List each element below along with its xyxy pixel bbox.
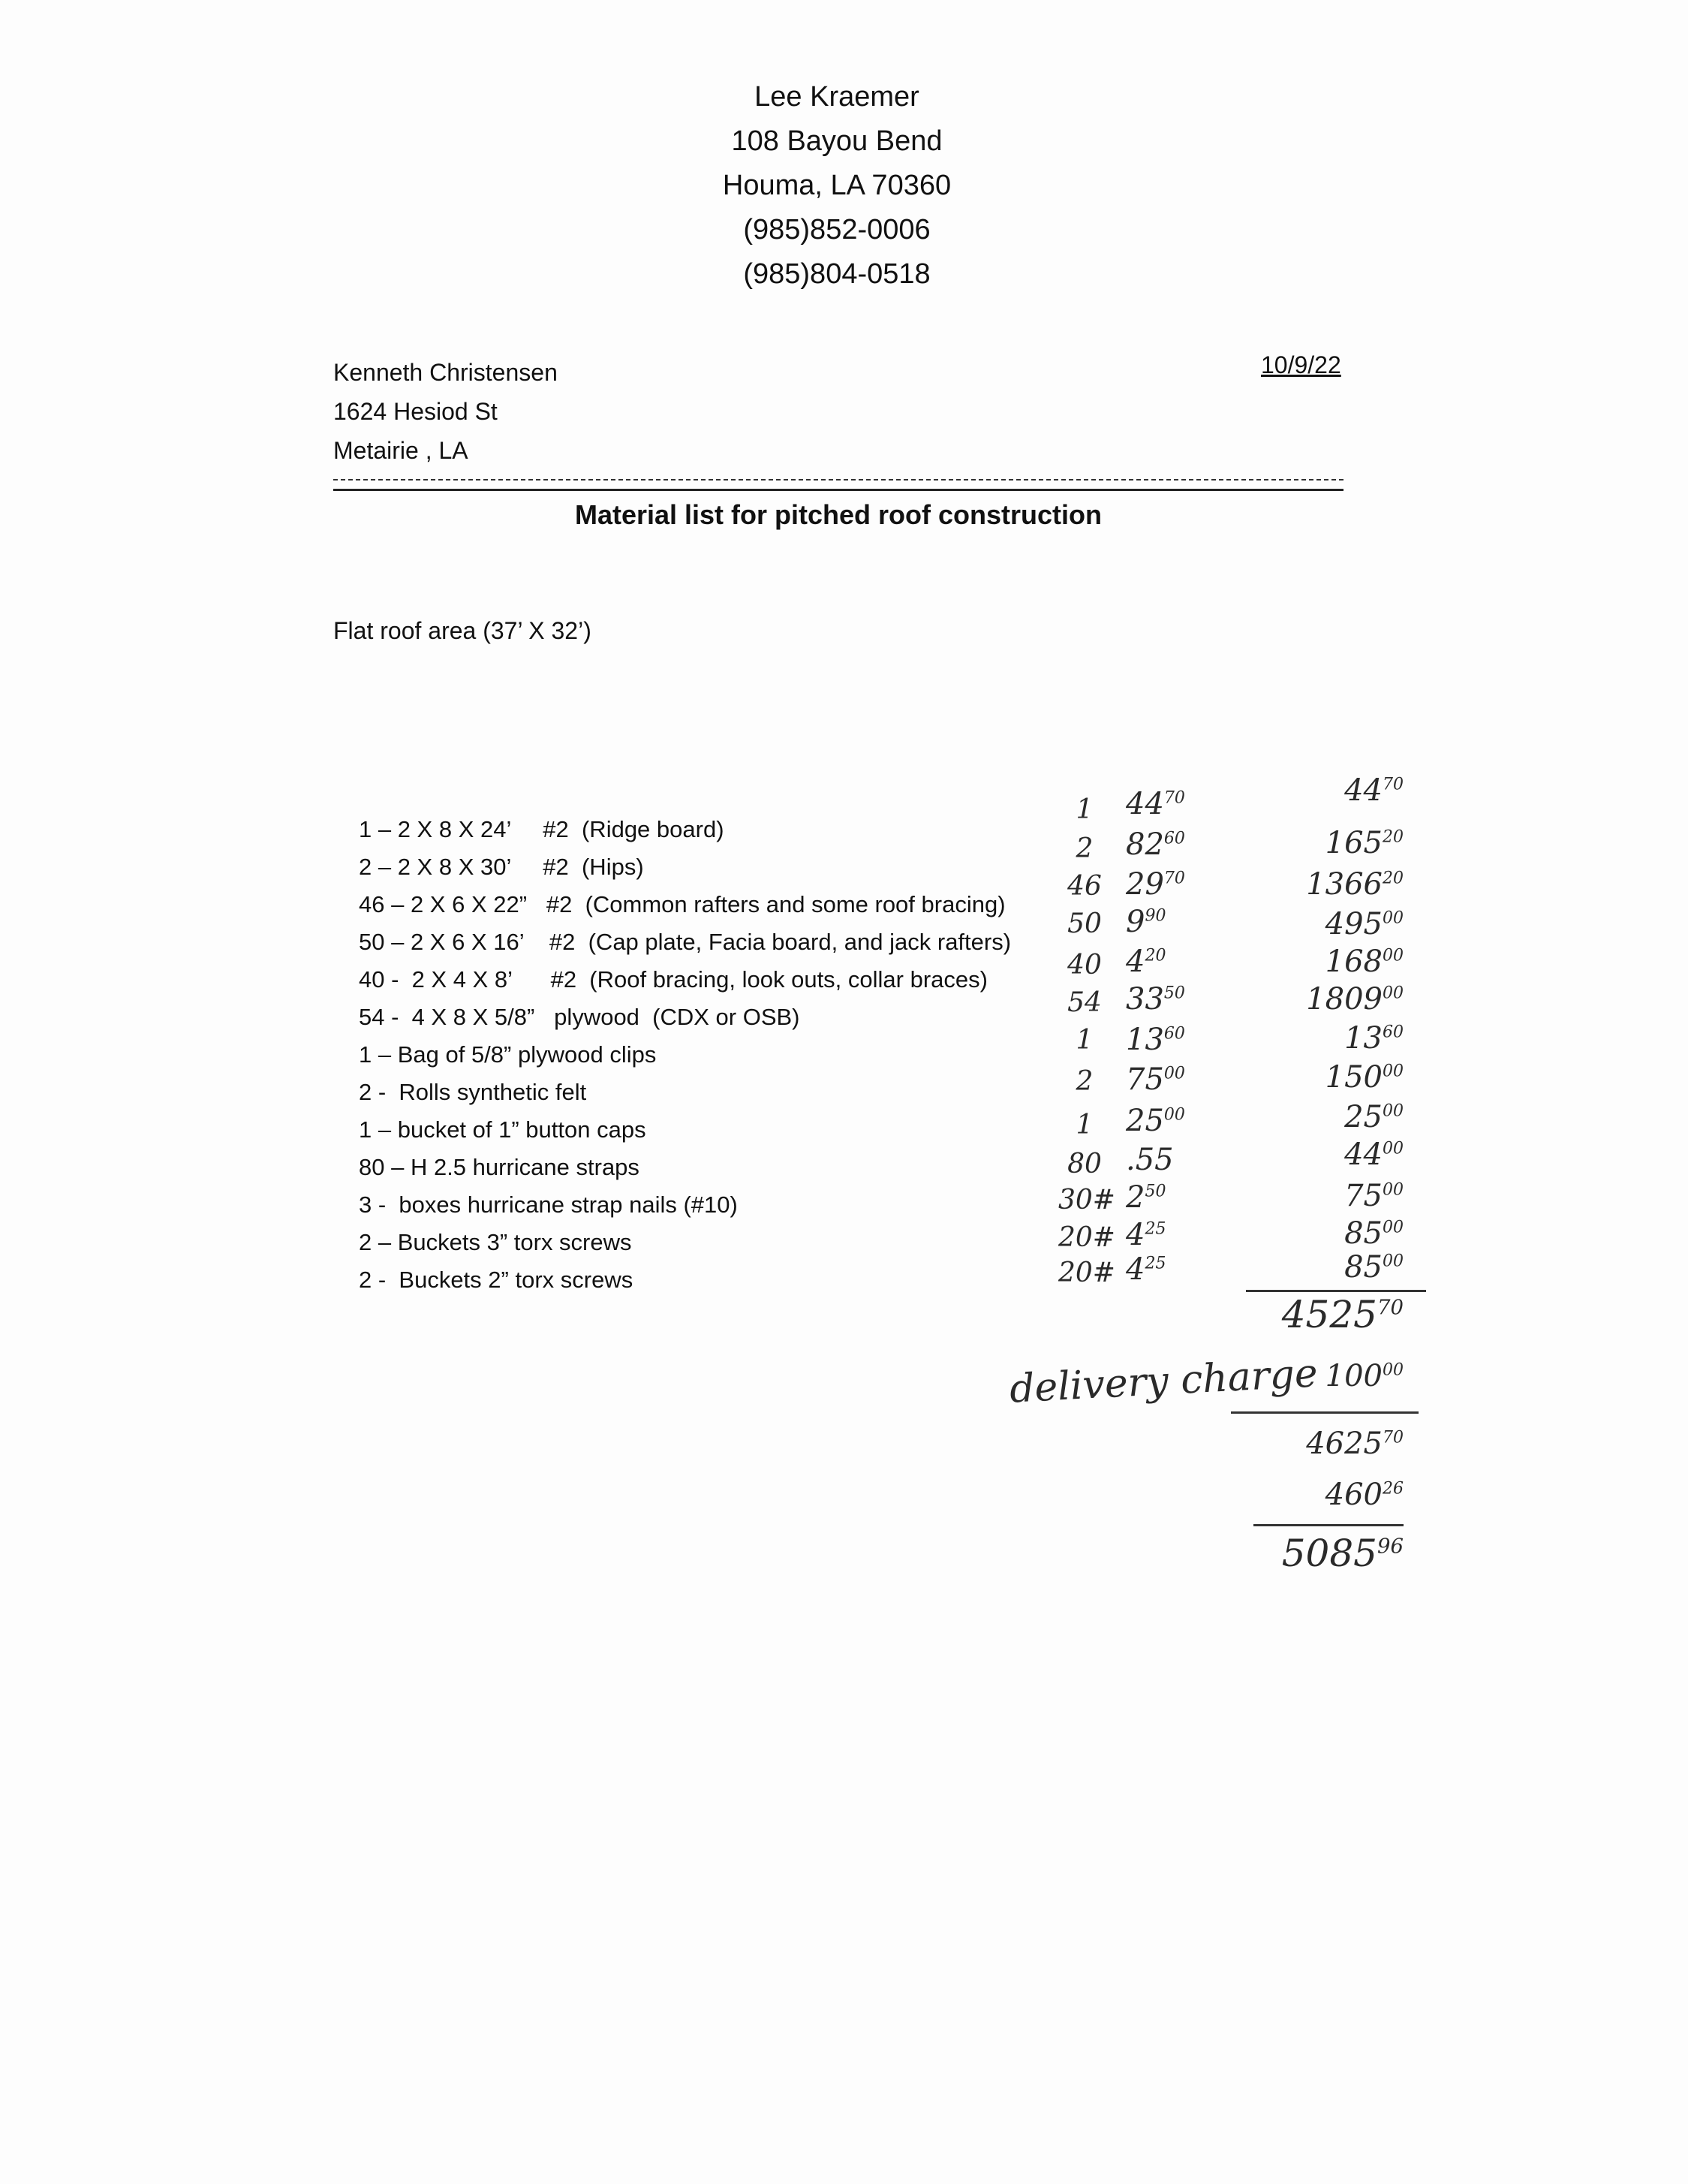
- sender-city: Houma, LA 70360: [722, 170, 952, 201]
- hand-unit-price: $4^{20}$: [1126, 944, 1166, 979]
- hand-unit-price: $44^{70}$: [1126, 787, 1185, 821]
- hand-qty: 50: [1067, 908, 1102, 939]
- hand-unit-price: $4^{25}$: [1126, 1218, 1166, 1252]
- recipient-street: 1624 Hesiod St: [333, 398, 498, 425]
- hand-unit-price: $25^{00}$: [1126, 1104, 1185, 1138]
- recipient-block: [333, 353, 558, 470]
- hand-unit-price: .55: [1126, 1143, 1174, 1177]
- hand-after-delivery-total: 4625$^{70}$: [1306, 1426, 1404, 1461]
- hand-line-total: $44^{70}$: [1344, 773, 1404, 808]
- material-item: 54 - 4 X 8 X 5/8” plywood (CDX or OSB): [359, 1004, 800, 1030]
- hand-line-total: $75^{00}$: [1344, 1179, 1404, 1213]
- material-item: 2 – Buckets 3” torx screws: [359, 1229, 632, 1255]
- sum-line: [1246, 1290, 1426, 1292]
- hand-delivery-charge: $100^{00}$: [1325, 1359, 1404, 1393]
- hand-subtotal: 4525$^{70}$: [1281, 1293, 1404, 1336]
- hand-line-total: $13^{60}$: [1344, 1021, 1404, 1056]
- hand-qty: 2: [1076, 1066, 1094, 1097]
- material-item: 80 – H 2.5 hurricane straps: [359, 1154, 639, 1180]
- roof-area-label: Flat roof area (37’ X 32’): [333, 617, 591, 644]
- sender-phone-2: (985)804-0518: [743, 258, 931, 290]
- hand-qty: 46: [1067, 871, 1102, 902]
- material-item: 2 – 2 X 8 X 30’ #2 (Hips): [359, 854, 644, 880]
- hand-line-total: $495^{00}$: [1325, 907, 1404, 941]
- hand-line-total: $44^{00}$: [1344, 1137, 1404, 1172]
- hand-line-total: $25^{00}$: [1344, 1100, 1404, 1134]
- sender-phone-1: (985)852-0006: [743, 214, 931, 246]
- hand-qty: 30#: [1058, 1185, 1115, 1216]
- hand-unit-price: $75^{00}$: [1126, 1062, 1185, 1097]
- divider-dashed: [333, 479, 1343, 480]
- hand-unit-price: $29^{70}$: [1126, 867, 1185, 902]
- hand-unit-price: $82^{60}$: [1126, 827, 1185, 862]
- hand-qty: 20#: [1058, 1222, 1115, 1253]
- material-item: 1 – 2 X 8 X 24’ #2 (Ridge board): [359, 816, 724, 842]
- document-heading: Material list for pitched roof construction: [574, 499, 1103, 530]
- hand-line-total: $165^{20}$: [1325, 826, 1404, 860]
- hand-line-total: 1809$^{00}$: [1306, 982, 1404, 1017]
- hand-grand-total: 5085$^{96}$: [1281, 1532, 1404, 1575]
- material-item: 40 - 2 X 4 X 8’ #2 (Roof bracing, look outs, collar braces): [359, 966, 988, 993]
- hand-qty: 54: [1067, 987, 1102, 1018]
- hand-qty: 1: [1076, 794, 1094, 825]
- hand-qty: 1: [1076, 1110, 1094, 1140]
- hand-unit-price: $4^{25}$: [1126, 1252, 1166, 1287]
- document-date: 10/9/22: [1261, 351, 1341, 378]
- hand-qty: 2: [1076, 833, 1094, 864]
- hand-line-total: 1366$^{20}$: [1306, 867, 1404, 902]
- hand-line-total: $85^{00}$: [1344, 1250, 1404, 1285]
- recipient-name: Kenneth Christensen: [333, 359, 558, 386]
- hand-unit-price: $2^{50}$: [1126, 1180, 1166, 1215]
- hand-qty: 40: [1067, 950, 1102, 981]
- hand-qty: 20#: [1058, 1258, 1115, 1288]
- sender-street: 108 Bayou Bend: [731, 125, 943, 157]
- material-item: 1 – bucket of 1” button caps: [359, 1116, 646, 1143]
- material-item: 46 – 2 X 6 X 22” #2 (Common rafters and some roof bracing): [359, 891, 1006, 917]
- hand-line-total: $150^{00}$: [1325, 1060, 1404, 1095]
- hand-unit-price: $9^{90}$: [1126, 905, 1166, 939]
- sender-block: [676, 75, 998, 297]
- sum-line: [1231, 1411, 1419, 1414]
- delivery-charge-label: delivery charge: [1008, 1351, 1319, 1412]
- material-item: 1 – Bag of 5/8” plywood clips: [359, 1041, 657, 1068]
- hand-line-total: $168^{00}$: [1325, 944, 1404, 979]
- sender-name: Lee Kraemer: [754, 81, 919, 113]
- material-item: 2 - Buckets 2” torx screws: [359, 1267, 633, 1293]
- hand-unit-price: $33^{50}$: [1126, 982, 1185, 1017]
- material-item: 3 - boxes hurricane strap nails (#10): [359, 1191, 738, 1218]
- recipient-city: Metairie , LA: [333, 437, 468, 464]
- sum-line: [1253, 1524, 1404, 1526]
- hand-qty: 80: [1067, 1149, 1102, 1179]
- hand-line-total: $85^{00}$: [1344, 1216, 1404, 1251]
- hand-tax-amount: $460^{26}$: [1325, 1478, 1404, 1512]
- hand-qty: 1: [1076, 1025, 1094, 1056]
- material-item: 2 - Rolls synthetic felt: [359, 1079, 587, 1105]
- material-item: 50 – 2 X 6 X 16’ #2 (Cap plate, Facia board, and jack rafters): [359, 929, 1012, 955]
- divider-solid: [333, 489, 1343, 491]
- hand-unit-price: $13^{60}$: [1126, 1023, 1185, 1057]
